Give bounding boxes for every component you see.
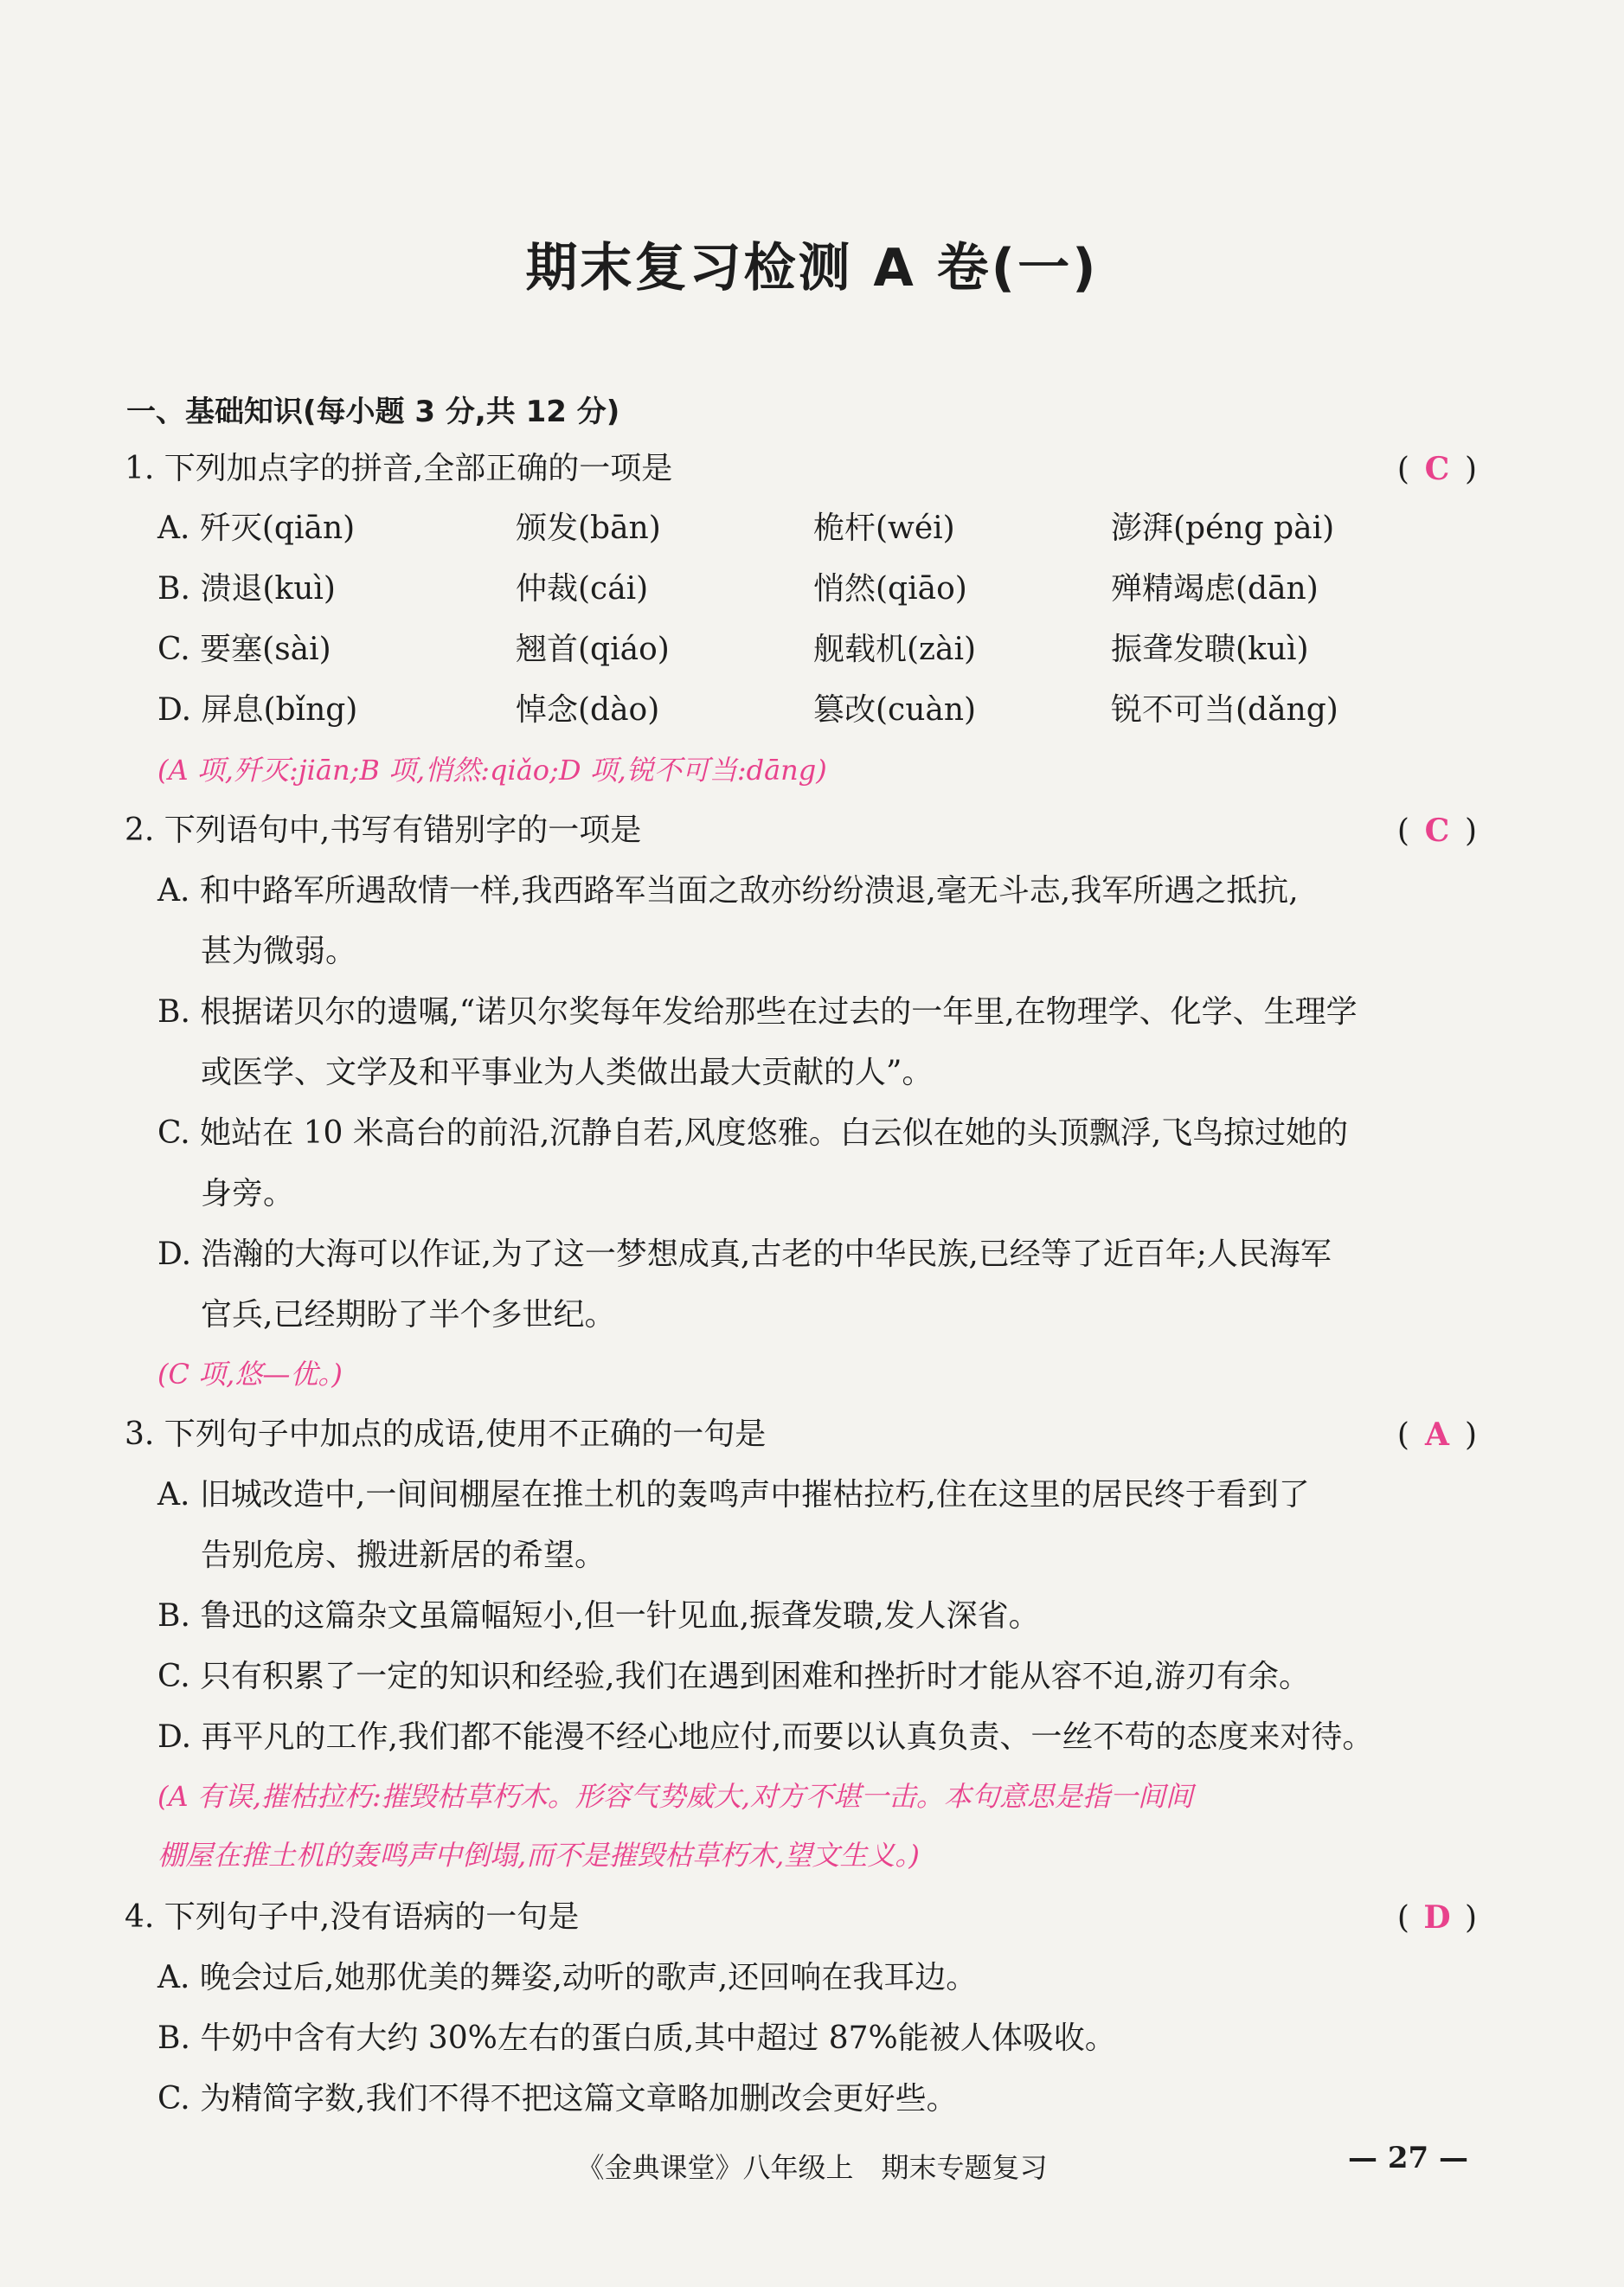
page-title: 期末复习检测 A 卷(一) (525, 238, 1099, 299)
question-1-stem: 1. 下列加点字的拼音,全部正确的一项是 (125, 451, 673, 486)
q1-option: 殚精竭虑(dān) (1111, 571, 1319, 607)
q3-option-b: B. 鲁迅的这篇杂文虽篇幅短小,但一针见血,振聋发聩,发人深省。 (157, 1598, 1040, 1634)
question-1-answer: ( C ) (1397, 448, 1477, 491)
q2-option-b: B. 根据诺贝尔的遗嘱,“诺贝尔奖每年发给那些在过去的一年里,在物理学、化学、生理学 (157, 994, 1358, 1030)
q2-option-c: C. 她站在 10 米高台的前沿,沉静自若,风度悠雅。白云似在她的头顶飘浮,飞鸟掠过她的 (157, 1115, 1349, 1151)
q1-option: C. 要塞(sài) (157, 632, 331, 667)
q1-option: 颁发(bān) (516, 511, 661, 546)
page-number: — 27 — (1348, 2141, 1468, 2175)
q1-option: 仲裁(cái) (516, 571, 649, 607)
question-3-answer: ( A ) (1397, 1414, 1477, 1456)
q1-option: D. 屏息(bǐng) (157, 692, 358, 728)
q2-option-b-cont: 或医学、文学及和平事业为人类做出最大贡献的人”。 (201, 1055, 934, 1090)
answer-letter: C (1424, 813, 1450, 849)
question-3-stem: 3. 下列句子中加点的成语,使用不正确的一句是 (125, 1417, 767, 1452)
q2-explanation: (C 项,悠—优。) (157, 1358, 343, 1391)
q3-option-a-cont: 告别危房、搬进新居的希望。 (201, 1538, 607, 1573)
section-heading: 一、基础知识(每小题 3 分,共 12 分) (126, 395, 620, 429)
q2-option-a: A. 和中路军所遇敌情一样,我西路军当面之敌亦纷纷溃退,毫无斗志,我军所遇之抵抗, (157, 873, 1299, 909)
q3-explanation: (A 有误,摧枯拉朽:摧毁枯草朽木。形容气势威大,对方不堪一击。本句意思是指一间间 (157, 1780, 1193, 1813)
q3-option-c: C. 只有积累了一定的知识和经验,我们在遇到困难和挫折时才能从容不迫,游刃有余。 (157, 1659, 1311, 1694)
q1-option: 悼念(dào) (516, 692, 660, 728)
question-4-answer: ( D ) (1397, 1897, 1477, 1939)
answer-letter: A (1424, 1417, 1449, 1453)
q3-option-d: D. 再平凡的工作,我们都不能漫不经心地应付,而要以认真负责、一丝不苟的态度来对待。 (157, 1719, 1374, 1755)
q2-option-d: D. 浩瀚的大海可以作证,为了这一梦想成真,古老的中华民族,已经等了近百年;人民海军 (157, 1237, 1332, 1272)
q1-option: 桅杆(wéi) (813, 511, 955, 546)
q2-option-c-cont: 身旁。 (201, 1176, 295, 1211)
q2-option-d-cont: 官兵,已经期盼了半个多世纪。 (201, 1297, 616, 1333)
q1-explanation: (A 项,歼灭:jiān;B 项,悄然:qiǎo;D 项,锐不可当:dāng) (157, 754, 827, 787)
answer-letter: D (1423, 1899, 1451, 1936)
q1-option: 振聋发聩(kuì) (1111, 632, 1309, 667)
q4-option-b: B. 牛奶中含有大约 30%左右的蛋白质,其中超过 87%能被人体吸收。 (157, 2020, 1116, 2056)
q1-option: A. 歼灭(qiān) (157, 511, 356, 546)
q1-option: B. 溃退(kuì) (157, 571, 336, 607)
q1-option: 悄然(qiāo) (813, 571, 967, 607)
q1-option: 篡改(cuàn) (813, 692, 977, 728)
question-4-stem: 4. 下列句子中,没有语病的一句是 (125, 1899, 580, 1935)
q1-option: 翘首(qiáo) (516, 632, 670, 667)
q2-option-a-cont: 甚为微弱。 (201, 934, 357, 969)
q4-option-c: C. 为精简字数,我们不得不把这篇文章略加删改会更好些。 (157, 2081, 958, 2117)
q1-option: 舰载机(zài) (813, 632, 977, 667)
q1-option: 澎湃(péng pài) (1111, 511, 1335, 546)
q3-option-a: A. 旧城改造中,一间间棚屋在推土机的轰鸣声中摧枯拉朽,住在这里的居民终于看到了 (157, 1477, 1310, 1513)
question-2-stem: 2. 下列语句中,书写有错别字的一项是 (125, 813, 642, 848)
q1-option: 锐不可当(dǎng) (1111, 692, 1338, 728)
question-2-answer: ( C ) (1397, 810, 1477, 852)
answer-letter: C (1424, 451, 1450, 487)
q4-option-a: A. 晚会过后,她那优美的舞姿,动听的歌声,还回响在我耳边。 (157, 1960, 978, 1995)
page-footer: 《金典课堂》八年级上 期末专题复习 (576, 2151, 1048, 2184)
q3-explanation-cont: 棚屋在推土机的轰鸣声中倒塌,而不是摧毁枯草朽木,望文生义。) (157, 1839, 920, 1872)
